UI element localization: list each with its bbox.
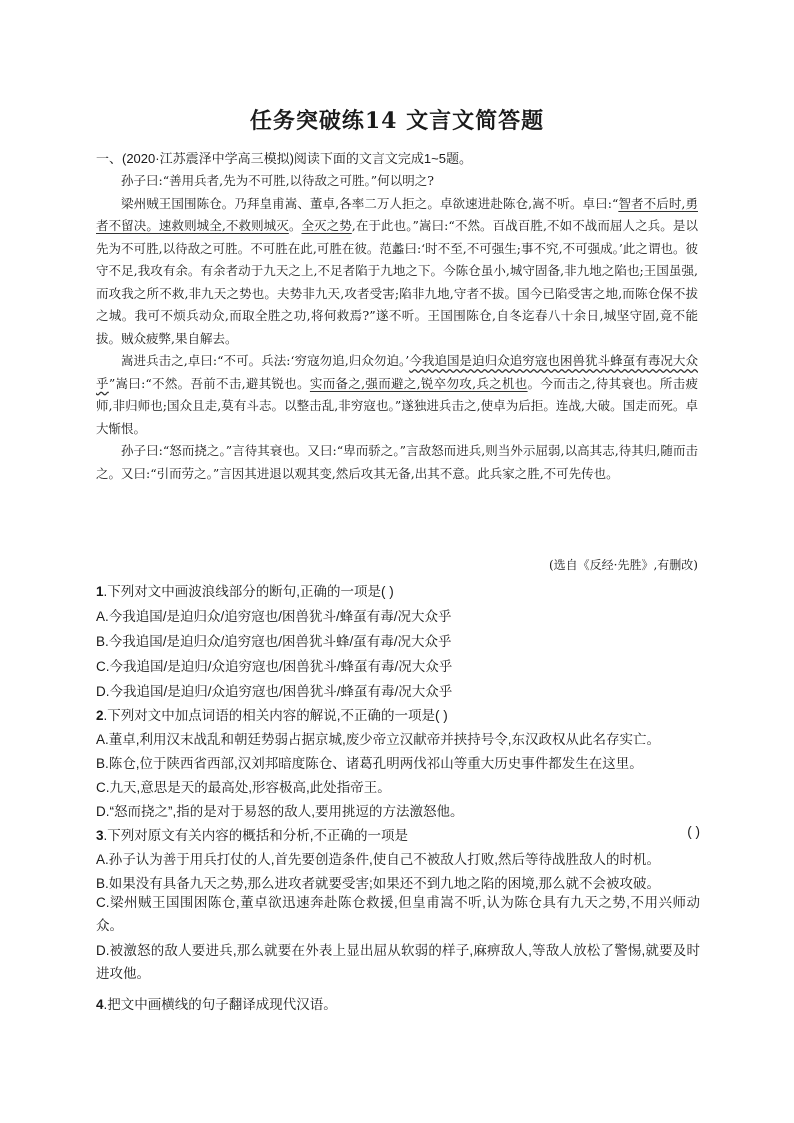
question-1-option-a: A.今我追国/是迫归众/追穷寇也/困兽犹斗/蜂虿有毒/况大众乎 (96, 609, 452, 624)
question-text: .下列对文中加点词语的相关内容的解说,不正确的一项是( ) (103, 708, 448, 723)
classical-passage (96, 170, 698, 485)
underlined-sentence: 全灭之势 (301, 218, 352, 233)
underlined-sentence: 实而备之,强而避之,锐卒勿攻,兵之机也 (309, 375, 528, 391)
question-number: 2 (96, 708, 104, 723)
question-1-stem (96, 580, 394, 600)
passage-paragraph-4: 孙子曰:“怒而挠之。”言待其衰也。又曰:“卑而骄之。”言敌怒而进兵,则当外示屈弱,以高其志,待其归,随而击之。又曰:“引而劳之。”言因其进退以观其变,然后攻其无备,出其不意。此兵家之胜,不可先传也。 (96, 443, 698, 481)
question-2-option-a: A.董卓,利用汉末战乱和朝廷势弱占据京城,废少帝立汉献帝并挟持号令,东汉政权从此名存实亡。 (96, 732, 661, 747)
question-1-option-b: B.今我追国/是迫归众/追穷寇也/困兽犹斗蜂/虿有毒/况大众乎 (96, 634, 452, 649)
wavy-underlined-sentence: 今我追国是迫归众追穷寇也困兽犹斗蜂虿有毒况大众乎 (96, 353, 698, 391)
section-intro: 一、(2020·江苏震泽中学高三模拟)阅读下面的文言文完成1~5题。 (96, 151, 472, 166)
passage-paragraph-3 (96, 350, 698, 440)
question-number: 3 (96, 828, 104, 843)
question-3-option-d: D.被激怒的敌人要进兵,那么就要在外表上显出屈从软弱的样子,麻痹敌人,等敌人放松了警惕,就要及时进攻他。 (96, 943, 700, 981)
question-3-option-c: C.梁州贼王国围困陈仓,董卓欲迅速奔赴陈仓救援,但皇甫嵩不听,认为陈仓具有九天之势,不用兴师动众。 (96, 895, 700, 933)
passage-paragraph-2 (96, 193, 698, 351)
answer-paren: ( ) (687, 824, 700, 839)
question-3-stem (96, 824, 700, 844)
question-text: .下列对原文有关内容的概括和分析,不正确的一项是 (103, 828, 409, 843)
question-number: 4 (96, 997, 104, 1012)
passage-text: 梁州贼王国围陈仓。乃拜皇甫嵩、董卓,各率二万人拒之。卓欲速进赴陈仓,嵩不听。卓曰:“ (121, 195, 619, 211)
passage-text: 。 (288, 218, 302, 233)
question-text: .把文中画横线的句子翻译成现代汉语。 (103, 997, 337, 1012)
question-3-option-a: A.孙子认为善于用兵打仗的人,首先要创造条件,使自己不被敌人打败,然后等待战胜敌人的时机。 (96, 852, 661, 867)
question-3-option-b: B.如果没有具备九天之势,那么进攻者就要受害;如果还不到九地之陷的困境,那么就不会被攻破。 (96, 876, 661, 891)
question-2-option-b: B.陈仓,位于陕西省西部,汉刘邦暗度陈仓、诸葛孔明两伐祁山等重大历史事件都发生在这里。 (96, 756, 643, 771)
passage-text: ,在于此也。”嵩曰:“不然。百战百胜,不如不战而屈人之兵。是以先为不可胜,以待敌之可胜。不可胜在此,可胜在彼。范蠡曰:‘时不至,不可强生;事不究,不可强成。’此之谓也。彼守不足,我攻有余。有余者动于九天之上,不足者陷于九地之下。今陈仓虽小,城守固备,非九地之陷也;王国虽强,而攻我之所不救,非九天之势也。夫势非九天,攻者受害;陷非九地,守者不拔。国今已陷受害之地,而陈仓保不拔之城。我可不烦兵动众,而取全胜之功,将何救焉?”遂不听。王国围陈仓,自冬迄春八十余日,城坚守固,竟不能拔。贼众疲弊,果自解去。 (96, 218, 698, 346)
question-number: 1 (96, 584, 104, 599)
question-1-option-d: D.今我追国/是迫归/众追穷寇也/困兽犹斗/蜂虿有毒/况大众乎 (96, 684, 453, 699)
question-4-stem (96, 993, 337, 1013)
underlined-sentence: 智者不后时,勇者不留决。速救则城全,不救则城灭 (96, 195, 698, 233)
passage-text: 嵩进兵击之,卓曰:“不可。兵法:‘穷寇勿追,归众勿迫。’ (121, 353, 410, 368)
question-1-option-c: C.今我追国/是迫归/众追穷寇也/困兽犹斗/蜂虿有毒/况大众乎 (96, 659, 453, 674)
passage-text: ”嵩曰:“不然。吾前不击,避其锐也。 (108, 375, 310, 391)
question-2-option-c: C.九天,意思是天的最高处,形容极高,此处指帝王。 (96, 780, 391, 795)
question-2-stem (96, 704, 448, 724)
passage-paragraph-1: 孙子曰:“善用兵者,先为不可胜,以待敌之可胜。”何以明之? (121, 173, 434, 188)
passage-source: (选自《反经·先胜》,有删改) (549, 558, 698, 572)
passage-text: 。今而击之,待其衰也。所击疲师,非归师也;国众且走,莫有斗志。以整击乱,非穷寇也。”遂独进兵击之,使卓为后拒。连战,大破。国走而死。卓大惭恨。 (96, 375, 698, 436)
question-2-option-d: D.“怒而挠之”,指的是对于易怒的敌人,要用挑逗的方法激怒他。 (96, 804, 464, 819)
question-text: .下列对文中画波浪线部分的断句,正确的一项是( ) (103, 584, 394, 599)
page-title: 任务突破练14 文言文简答题 (249, 108, 545, 134)
